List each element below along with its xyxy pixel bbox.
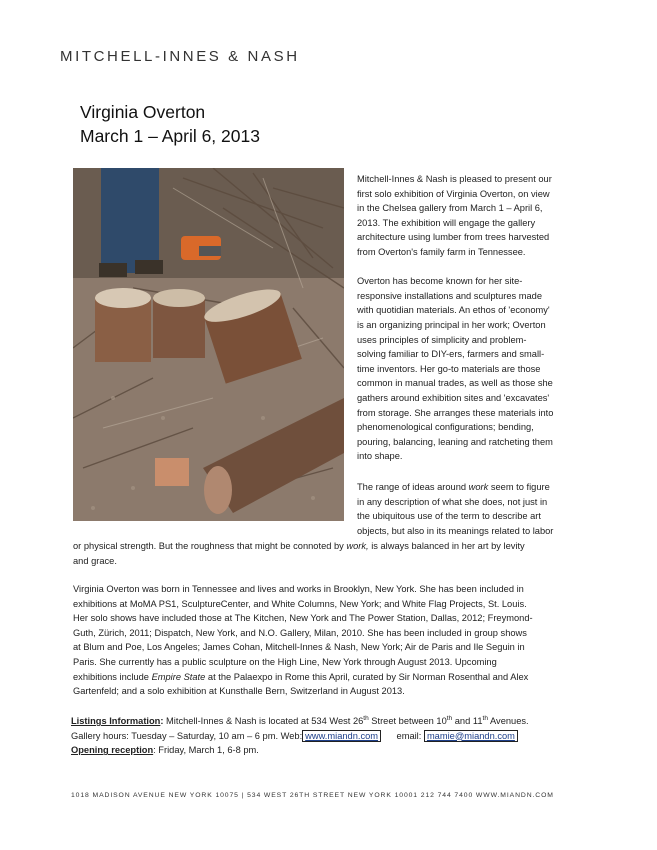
gallery-name: MITCHELL-INNES & NASH: [60, 48, 300, 65]
text-line: pouring, balancing, leaning and ratcheting them: [357, 436, 553, 447]
listings-line-3: [71, 743, 591, 758]
listings-information: [71, 714, 591, 758]
listings-colon: :: [160, 716, 164, 726]
email-link[interactable]: mamie@miandn.com: [424, 730, 518, 742]
text-line: Paris. She currently has a public sculpture on the High Line, New York through August 2013. Upcoming: [73, 656, 497, 667]
text-line: Her solo shows have included those at The Kitchen, New York and The Power Station, Dallas, 2012; Freymond-: [73, 613, 533, 624]
exhibition-photo: [73, 168, 344, 521]
range-paragraph-top: [357, 480, 587, 538]
text-line: Virginia Overton was born in Tennessee and lives and works in Brooklyn, New York. She has been included in: [73, 584, 524, 594]
text-line: phenomenological configurations; bending,: [357, 422, 534, 433]
ordinal-suffix: th: [446, 715, 453, 722]
text-line: solving familiar to DIY-ers, farmers and small-: [357, 349, 545, 360]
intro-paragraph-2: [357, 274, 582, 464]
text-line: uses principles of simplicity and problem-: [357, 334, 527, 345]
text-line: 2013. The exhibition will engage the gallery: [357, 217, 536, 228]
intro-text: [357, 172, 582, 478]
text-line: exhibitions at MoMA PS1, SculptureCenter, and White Columns, New York; and White Flag Projects, St. Louis.: [73, 598, 527, 609]
text-run: or physical strength. But the roughness that might be connoted by: [73, 541, 347, 551]
text-line: the ubiquitous use of the term to describe art: [357, 511, 541, 522]
text-line: from storage. She arranges these materials into: [357, 407, 554, 418]
text-line: from Overton's family farm in Tennessee.: [357, 246, 526, 257]
text-line: responsive installations and sculptures made: [357, 290, 543, 301]
text-run: Avenues.: [487, 716, 529, 726]
intro-paragraph-1: [357, 172, 582, 260]
text-run: is always balanced in her art by levity: [368, 541, 525, 551]
tree-stumps-photo: [73, 168, 344, 521]
text-line: Mitchell-Innes & Nash is pleased to present our: [357, 174, 552, 184]
opening-reception-text: : Friday, March 1, 6-8 pm.: [153, 745, 259, 756]
text-line: gathers around exhibition sites and 'excavates': [357, 392, 550, 403]
bio-paragraph: [73, 582, 583, 699]
text-line: [357, 480, 587, 495]
text-line: architecture using lumber from trees harvested: [357, 232, 550, 243]
exhibition-dates: March 1 – April 6, 2013: [80, 126, 260, 146]
artist-name: Virginia Overton: [80, 102, 206, 122]
emphasis-work: work,: [346, 541, 369, 551]
text-line: [73, 670, 583, 685]
ordinal-suffix: th: [482, 715, 488, 722]
title-block: [80, 100, 260, 148]
listings-line-1: [71, 714, 591, 729]
text-line: first solo exhibition of Virginia Overton, on view: [357, 188, 550, 199]
text-line: with quotidian materials. An ethos of 'economy': [357, 305, 550, 316]
text-line: common in manual trades, as well as those she: [357, 378, 553, 389]
footer-address: 1018 MADISON AVENUE NEW YORK 10075 | 534 WEST 26TH STREET NEW YORK 10001 212 744 7400 WWW.MIANDN.COM: [71, 792, 554, 799]
text-run: Mitchell-Innes & Nash is located at 534 West 26: [163, 716, 364, 726]
text-line: [73, 539, 593, 554]
text-line: in the Chelsea gallery from March 1 – April 6,: [357, 203, 543, 214]
range-paragraph-bottom: [73, 539, 593, 568]
text-line: in any description of what she does, not just in: [357, 496, 548, 507]
text-line: at Blum and Poe, Los Angeles; James Cohan, Mitchell-Innes & Nash, New York; Air de Paris and Ile Seguin in: [73, 642, 525, 653]
ordinal-suffix: th: [363, 715, 369, 722]
text-run: The range of ideas around: [357, 482, 469, 492]
gallery-hours: Gallery hours: Tuesday – Saturday, 10 am – 6 pm. Web:: [71, 730, 303, 741]
text-line: into shape.: [357, 451, 403, 462]
listings-line-2: [71, 729, 591, 744]
website-link[interactable]: www.miandn.com: [302, 730, 381, 742]
opening-reception-label: Opening reception: [71, 745, 154, 756]
text-run: Street between 10: [368, 716, 447, 726]
emphasis-work: work: [468, 482, 489, 492]
text-run: and 11: [452, 716, 483, 726]
listings-label: Listings Information: [71, 716, 161, 726]
text-line: Overton has become known for her site-: [357, 276, 523, 287]
text-line: Gartenfeld; and a solo exhibition at Kunsthalle Bern, Switzerland in August 2013.: [73, 686, 405, 697]
text-line: and grace.: [73, 555, 117, 566]
exhibition-title-empire-state: Empire State: [151, 671, 206, 682]
text-line: time inventors. Her go-to materials are those: [357, 363, 541, 374]
text-line: is an organizing principal in her work; Overton: [357, 319, 546, 330]
text-run: at the Palaexpo in Rome this April, curated by Sir Norman Rosenthal and Alex: [205, 671, 529, 682]
email-label: email:: [396, 730, 422, 741]
text-run: seem to figure: [488, 482, 550, 492]
text-line: Guth, Zürich, 2011; Dispatch, New York, and N.O. Gallery, Milan, 2010. She has been included in group shows: [73, 627, 527, 638]
text-run: exhibitions include: [73, 671, 152, 682]
text-line: objects, but also in its meanings related to labor: [357, 525, 554, 536]
